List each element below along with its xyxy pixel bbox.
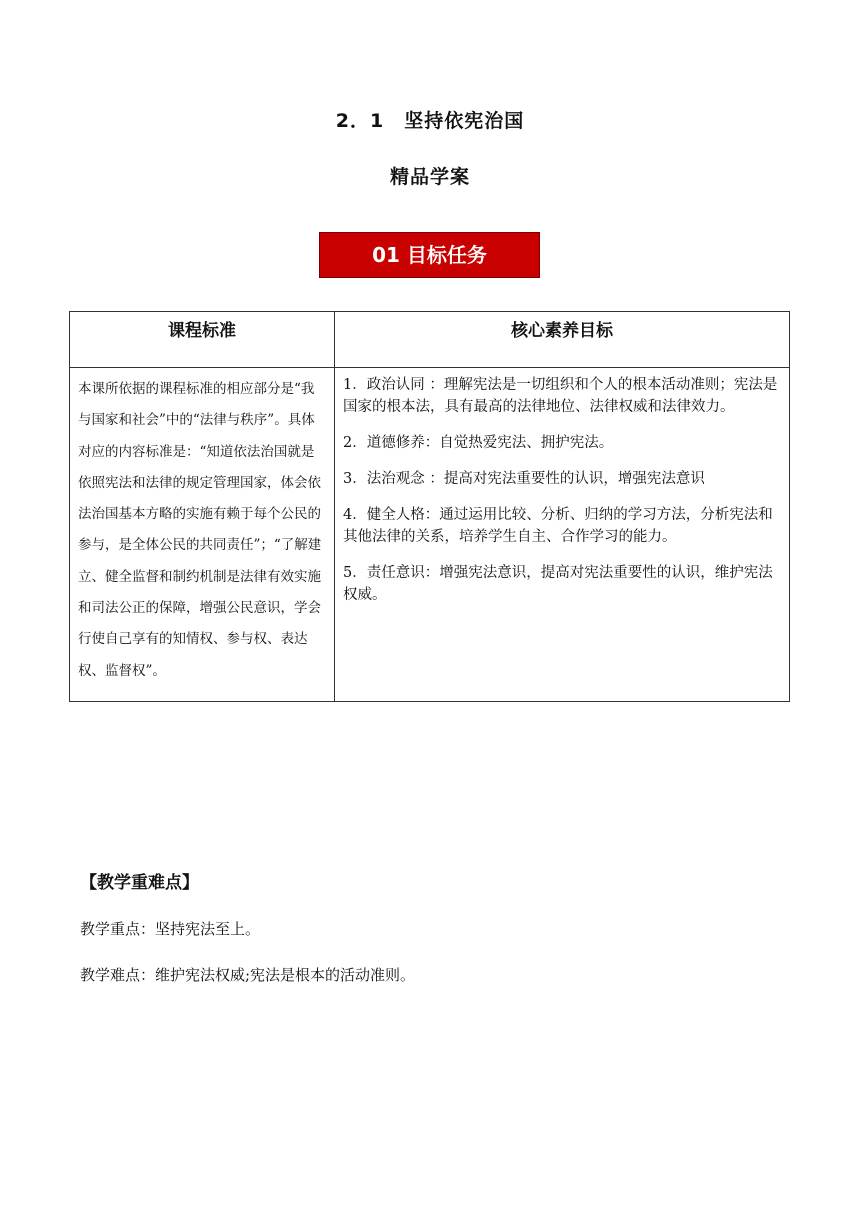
column-header-curriculum: 课程标准 — [70, 312, 335, 368]
goal-political-identity: 1．政治认同 ：理解宪法是一切组织和个人的根本活动准则；宪法是国家的根本法，具有最高的法律地位、法律权威和法律效力。 — [343, 377, 778, 415]
table-row — [70, 368, 790, 702]
standards-table — [69, 311, 790, 702]
goal-moral-cultivation: 2．道德修养：自觉热爱宪法、拥护宪法。 — [343, 435, 614, 451]
teaching-focus-heading: 【教学重难点】 — [80, 873, 199, 893]
teaching-difficult-point: 教学难点：维护宪法权威;宪法是根本的活动准则。 — [80, 966, 416, 984]
page-subtitle: 精品学案 — [389, 166, 470, 188]
curriculum-standard-cell: 本课所依据的课程标准的相应部分是“我与国家和社会”中的“法律与秩序”。具体对应的内容标准是：“知道依法治国就是依照宪法和法律的规定管理国家，体会依法治国基本方略的实施有赖于每个公民的参与，是全体公民的共同责任”；“了解建立、健全监督和制约机制是法律有效实施和司法公正的保障，增强公民意识，学会行使自己享有的知情权、参与权、表达权、监督权”。 — [70, 368, 335, 702]
goal-sound-personality: 4．健全人格：通过运用比较、分析、归纳的学习方法，分析宪法和其他法律的关系，培养学生自主、合作学习的能力。 — [343, 507, 773, 545]
core-goals-cell — [335, 368, 790, 702]
goal-responsibility: 5．责任意识：增强宪法意识，提高对宪法重要性的认识，维护宪法权威。 — [343, 565, 773, 603]
section-banner: 01 目标任务 — [319, 232, 540, 278]
table-header-row — [70, 312, 790, 368]
page-title: 2．1 坚持依宪治国 — [335, 110, 525, 132]
column-header-core-goals: 核心素养目标 — [335, 312, 790, 368]
goal-rule-of-law: 3．法治观念 ：提高对宪法重要性的认识，增强宪法意识 — [343, 471, 705, 487]
teaching-key-point: 教学重点：坚持宪法至上。 — [80, 920, 261, 938]
